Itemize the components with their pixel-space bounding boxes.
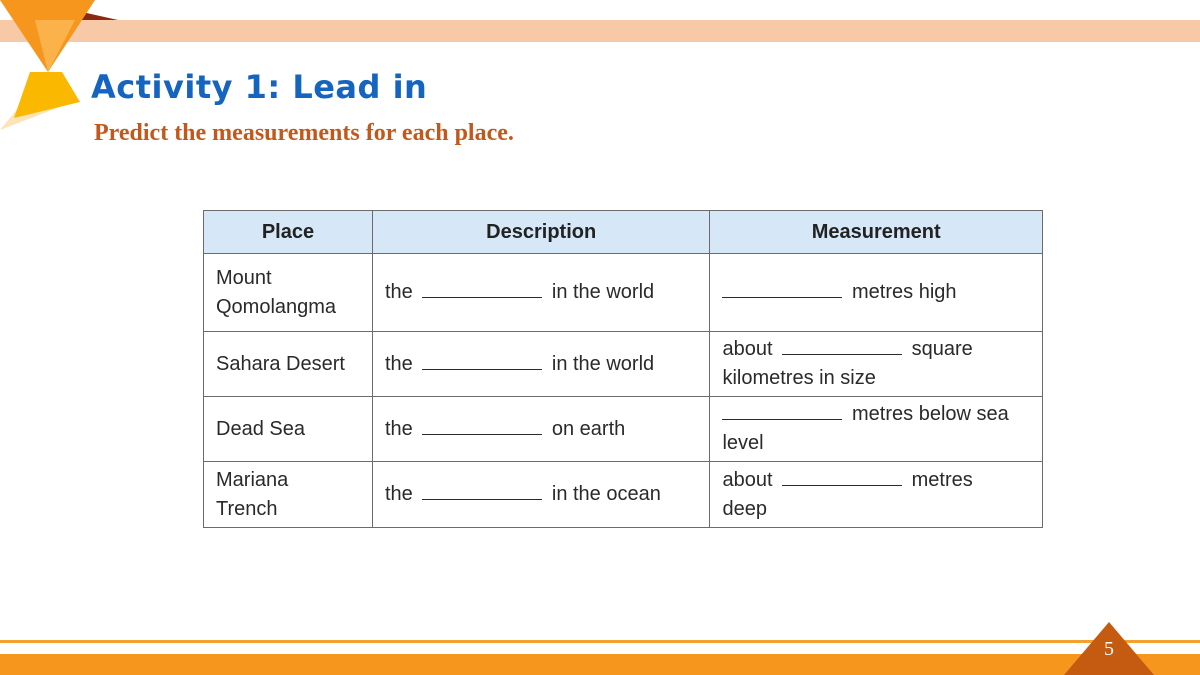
fill-in-blank[interactable] [722, 402, 842, 420]
description-suffix: in the world [551, 281, 655, 303]
fill-in-blank[interactable] [782, 468, 902, 486]
description-cell [372, 397, 710, 462]
slide-title: Activity 1: Lead in [91, 68, 428, 106]
place-cell [204, 254, 373, 332]
measurement-continuation: deep [722, 497, 767, 520]
place-cell [204, 462, 373, 528]
footer-accent-line [0, 640, 1200, 643]
page-number: 5 [1104, 638, 1114, 660]
place-name: Dead Sea [216, 417, 305, 440]
measurement-suffix: metres [911, 468, 973, 491]
fill-in-blank[interactable] [422, 482, 542, 500]
description-cell [372, 462, 710, 528]
place-name: Mount [216, 266, 272, 289]
column-header-description: Description [372, 211, 710, 254]
measurement-cell [710, 397, 1043, 462]
column-header-measurement: Measurement [710, 211, 1043, 254]
place-name: Sahara Desert [216, 352, 345, 375]
measurement-cell [710, 332, 1043, 397]
description-prefix: the [384, 352, 413, 375]
description-prefix: the [384, 281, 413, 303]
place-cell [204, 397, 373, 462]
table-header-row [204, 211, 1043, 254]
measurement-suffix: square [911, 338, 973, 360]
table-row [204, 254, 1043, 332]
fill-in-blank[interactable] [422, 280, 542, 298]
slide-instruction: Predict the measurements for each place. [94, 120, 514, 146]
measurement-prefix: about [722, 338, 773, 360]
description-suffix: on earth [551, 417, 626, 440]
measurement-suffix: metres below sea [852, 403, 1009, 425]
description-cell [372, 332, 710, 397]
measurements-table [203, 210, 1043, 528]
description-suffix: in the ocean [551, 483, 661, 505]
measurement-prefix: about [722, 468, 773, 491]
column-header-place: Place [204, 211, 373, 254]
description-suffix: in the world [551, 352, 655, 375]
table-row [204, 462, 1043, 528]
description-prefix: the [384, 417, 413, 440]
description-prefix: the [384, 483, 413, 505]
place-name: Trench [216, 497, 278, 520]
measurement-suffix: metres high [852, 281, 957, 303]
footer-band [0, 654, 1200, 675]
measurement-cell [710, 254, 1043, 332]
table-row [204, 397, 1043, 462]
measurement-continuation: kilometres in size [722, 367, 876, 389]
fill-in-blank[interactable] [422, 352, 542, 370]
place-name: Mariana [216, 468, 289, 491]
top-decorative-band [0, 20, 1200, 42]
description-cell [372, 254, 710, 332]
fill-in-blank[interactable] [422, 417, 542, 435]
place-name: Qomolangma [216, 295, 337, 318]
place-cell [204, 332, 373, 397]
fill-in-blank[interactable] [782, 337, 902, 355]
measurement-cell [710, 462, 1043, 528]
table-row [204, 332, 1043, 397]
fill-in-blank[interactable] [722, 280, 842, 298]
measurement-continuation: level [722, 432, 764, 454]
